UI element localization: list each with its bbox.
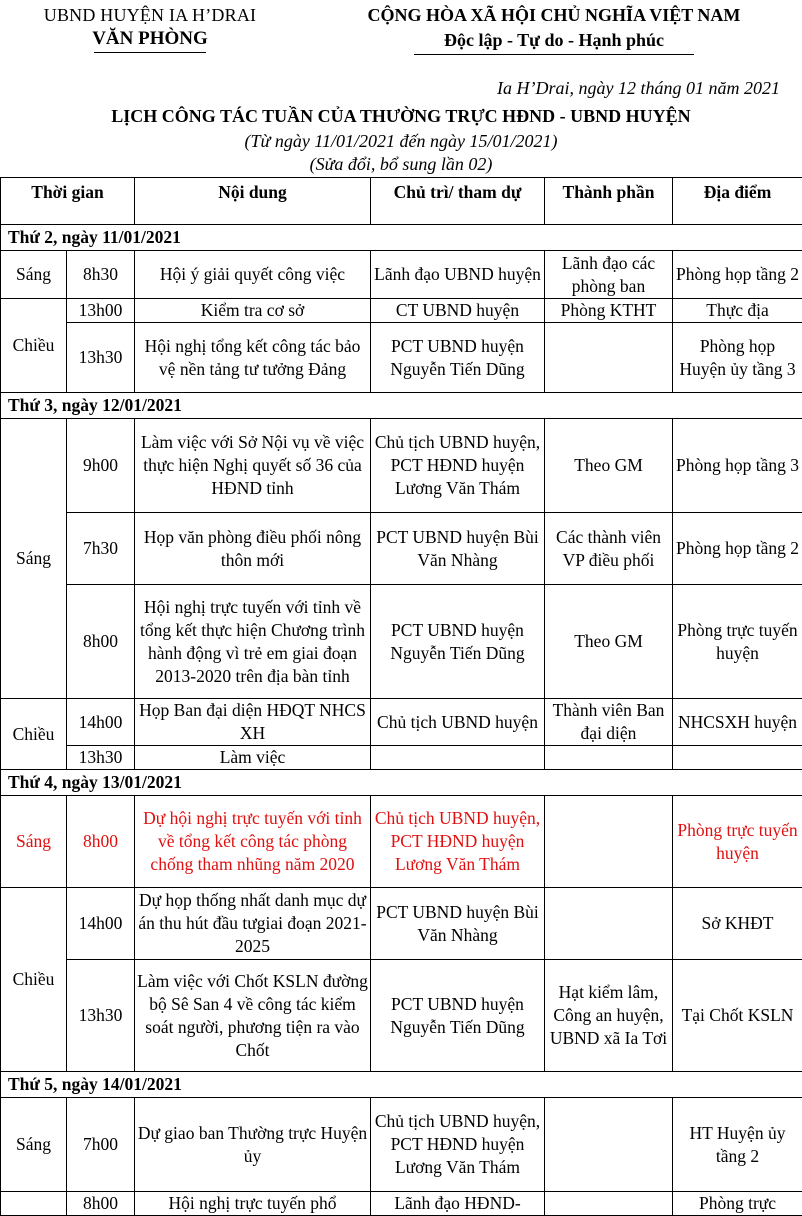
content-cell: Làm việc với Sở Nội vụ về việc thực hiện Nghị quyết số 36 của HĐND tỉnh — [135, 419, 371, 513]
session-cell: Sáng — [1, 251, 67, 299]
session-cell: Chiều — [1, 299, 67, 393]
place-cell: Phòng trực tuyến huyện — [673, 796, 802, 888]
members-cell — [545, 796, 673, 888]
host-cell: Chủ tịch UBND huyện — [371, 699, 545, 746]
day-row-wednesday — [1, 770, 802, 796]
table-row — [1, 960, 802, 1072]
content-cell: Dự hội nghị trực tuyến với tỉnh về tổng kết công tác phòng chống tham nhũng năm 2020 — [135, 796, 371, 888]
members-cell: Lãnh đạo các phòng ban — [545, 251, 673, 299]
table-row — [1, 746, 802, 770]
members-cell: Theo GM — [545, 585, 673, 699]
content-cell: Hội ý giải quyết công việc — [135, 251, 371, 299]
issuer-underline — [94, 52, 206, 53]
time-cell: 7h00 — [67, 1098, 135, 1192]
members-cell — [545, 1098, 673, 1192]
members-cell: Theo GM — [545, 419, 673, 513]
time-cell: 14h00 — [67, 888, 135, 960]
table-row — [1, 251, 802, 299]
host-cell: Chủ tịch UBND huyện, PCT HĐND huyện Lương Văn Thám — [371, 796, 545, 888]
host-cell: PCT UBND huyện Bùi Văn Nhàng — [371, 513, 545, 585]
national-header — [306, 3, 802, 55]
table-row — [1, 299, 802, 323]
table-row — [1, 513, 802, 585]
document-revision: (Sửa đổi, bổ sung lần 02) — [0, 153, 802, 175]
day-label: Thứ 3, ngày 12/01/2021 — [1, 393, 802, 419]
host-cell: PCT UBND huyện Bùi Văn Nhàng — [371, 888, 545, 960]
host-cell — [371, 746, 545, 770]
time-cell: 8h30 — [67, 251, 135, 299]
place-cell: Sở KHĐT — [673, 888, 802, 960]
place-cell: Thực địa — [673, 299, 802, 323]
time-cell: 8h00 — [67, 796, 135, 888]
host-cell: Lãnh đạo HĐND- — [371, 1192, 545, 1216]
place-cell: Phòng họp tầng 2 — [673, 251, 802, 299]
members-cell — [545, 1192, 673, 1216]
national-motto: Độc lập - Tự do - Hạnh phúc — [306, 28, 802, 53]
content-cell: Họp văn phòng điều phối nông thôn mới — [135, 513, 371, 585]
host-cell: PCT UBND huyện Nguyễn Tiến Dũng — [371, 585, 545, 699]
content-cell: Dự họp thống nhất danh mục dự án thu hút đầu tưgiai đoạn 2021-2025 — [135, 888, 371, 960]
header-place: Địa điểm — [673, 178, 802, 225]
host-cell: Lãnh đạo UBND huyện — [371, 251, 545, 299]
table-row — [1, 419, 802, 513]
members-cell: Các thành viên VP điều phối — [545, 513, 673, 585]
content-cell: Hội nghị trực tuyến phổ — [135, 1192, 371, 1216]
content-cell: Dự giao ban Thường trực Huyện ủy — [135, 1098, 371, 1192]
members-cell: Phòng KTHT — [545, 299, 673, 323]
table-row — [1, 585, 802, 699]
header-content: Nội dung — [135, 178, 371, 225]
host-cell: PCT UBND huyện Nguyễn Tiến Dũng — [371, 960, 545, 1072]
document-period: (Từ ngày 11/01/2021 đến ngày 15/01/2021) — [0, 130, 802, 152]
session-cell — [1, 1192, 67, 1216]
table-row — [1, 1192, 802, 1216]
place-cell: Phòng trực tuyến huyện — [673, 585, 802, 699]
members-cell — [545, 888, 673, 960]
header-host: Chủ trì/ tham dự — [371, 178, 545, 225]
document-dateline: Ia H’Drai, ngày 12 tháng 01 năm 2021 — [300, 77, 780, 99]
host-cell: Chủ tịch UBND huyện, PCT HĐND huyện Lương Văn Thám — [371, 1098, 545, 1192]
content-cell: Hội nghị tổng kết công tác bảo vệ nền tảng tư tưởng Đảng — [135, 323, 371, 393]
day-label: Thứ 5, ngày 14/01/2021 — [1, 1072, 802, 1098]
day-label: Thứ 2, ngày 11/01/2021 — [1, 225, 802, 251]
session-cell: Sáng — [1, 1098, 67, 1192]
place-cell: Phòng họp Huyện ủy tầng 3 — [673, 323, 802, 393]
time-cell: 8h00 — [67, 1192, 135, 1216]
day-row-tuesday — [1, 393, 802, 419]
table-row — [1, 888, 802, 960]
place-cell: Phòng trực — [673, 1192, 802, 1216]
members-cell: Hạt kiểm lâm, Công an huyện, UBND xã Ia Tơi — [545, 960, 673, 1072]
table-row — [1, 1098, 802, 1192]
place-cell: Phòng họp tầng 2 — [673, 513, 802, 585]
content-cell: Hội nghị trực tuyến với tỉnh về tổng kết thực hiện Chương trình hành động vì trẻ em giai đoạn 2013-2020 trên địa bàn tỉnh — [135, 585, 371, 699]
place-cell: Tại Chốt KSLN — [673, 960, 802, 1072]
host-cell: Chủ tịch UBND huyện, PCT HĐND huyện Lương Văn Thám — [371, 419, 545, 513]
time-cell: 8h00 — [67, 585, 135, 699]
motto-underline — [414, 54, 694, 55]
issuer-header — [0, 3, 300, 53]
document-title: LỊCH CÔNG TÁC TUẦN CỦA THƯỜNG TRỰC HĐND - UBND HUYỆN — [0, 104, 802, 128]
place-cell: NHCSXH huyện — [673, 699, 802, 746]
country-name: CỘNG HÒA XÃ HỘI CHỦ NGHĨA VIỆT NAM — [306, 3, 802, 28]
day-label: Thứ 4, ngày 13/01/2021 — [1, 770, 802, 796]
time-cell: 7h30 — [67, 513, 135, 585]
content-cell: Làm việc — [135, 746, 371, 770]
content-cell: Họp Ban đại diện HĐQT NHCS XH — [135, 699, 371, 746]
session-cell: Sáng — [1, 419, 67, 699]
issuer-office: VĂN PHÒNG — [0, 27, 300, 51]
time-cell: 13h30 — [67, 960, 135, 1072]
table-header-row — [1, 178, 802, 225]
place-cell: HT Huyện ủy tầng 2 — [673, 1098, 802, 1192]
members-cell — [545, 323, 673, 393]
content-cell: Kiểm tra cơ sở — [135, 299, 371, 323]
members-cell: Thành viên Ban đại diện — [545, 699, 673, 746]
place-cell — [673, 746, 802, 770]
table-row — [1, 323, 802, 393]
place-cell: Phòng họp tầng 3 — [673, 419, 802, 513]
table-row — [1, 699, 802, 746]
host-cell: CT UBND huyện — [371, 299, 545, 323]
issuer-org: UBND HUYỆN IA H’DRAI — [0, 3, 300, 27]
time-cell: 13h30 — [67, 746, 135, 770]
host-cell: PCT UBND huyện Nguyễn Tiến Dũng — [371, 323, 545, 393]
day-row-thursday — [1, 1072, 802, 1098]
session-cell: Chiều — [1, 699, 67, 770]
time-cell: 13h30 — [67, 323, 135, 393]
table-row-highlighted — [1, 796, 802, 888]
time-cell: 9h00 — [67, 419, 135, 513]
schedule-table — [0, 177, 802, 1216]
day-row-monday — [1, 225, 802, 251]
time-cell: 13h00 — [67, 299, 135, 323]
time-cell: 14h00 — [67, 699, 135, 746]
members-cell — [545, 746, 673, 770]
header-members: Thành phần — [545, 178, 673, 225]
content-cell: Làm việc với Chốt KSLN đường bộ Sê San 4 về công tác kiểm soát người, phương tiện ra vào Chốt — [135, 960, 371, 1072]
header-time: Thời gian — [1, 178, 135, 225]
session-cell: Sáng — [1, 796, 67, 888]
session-cell: Chiều — [1, 888, 67, 1072]
